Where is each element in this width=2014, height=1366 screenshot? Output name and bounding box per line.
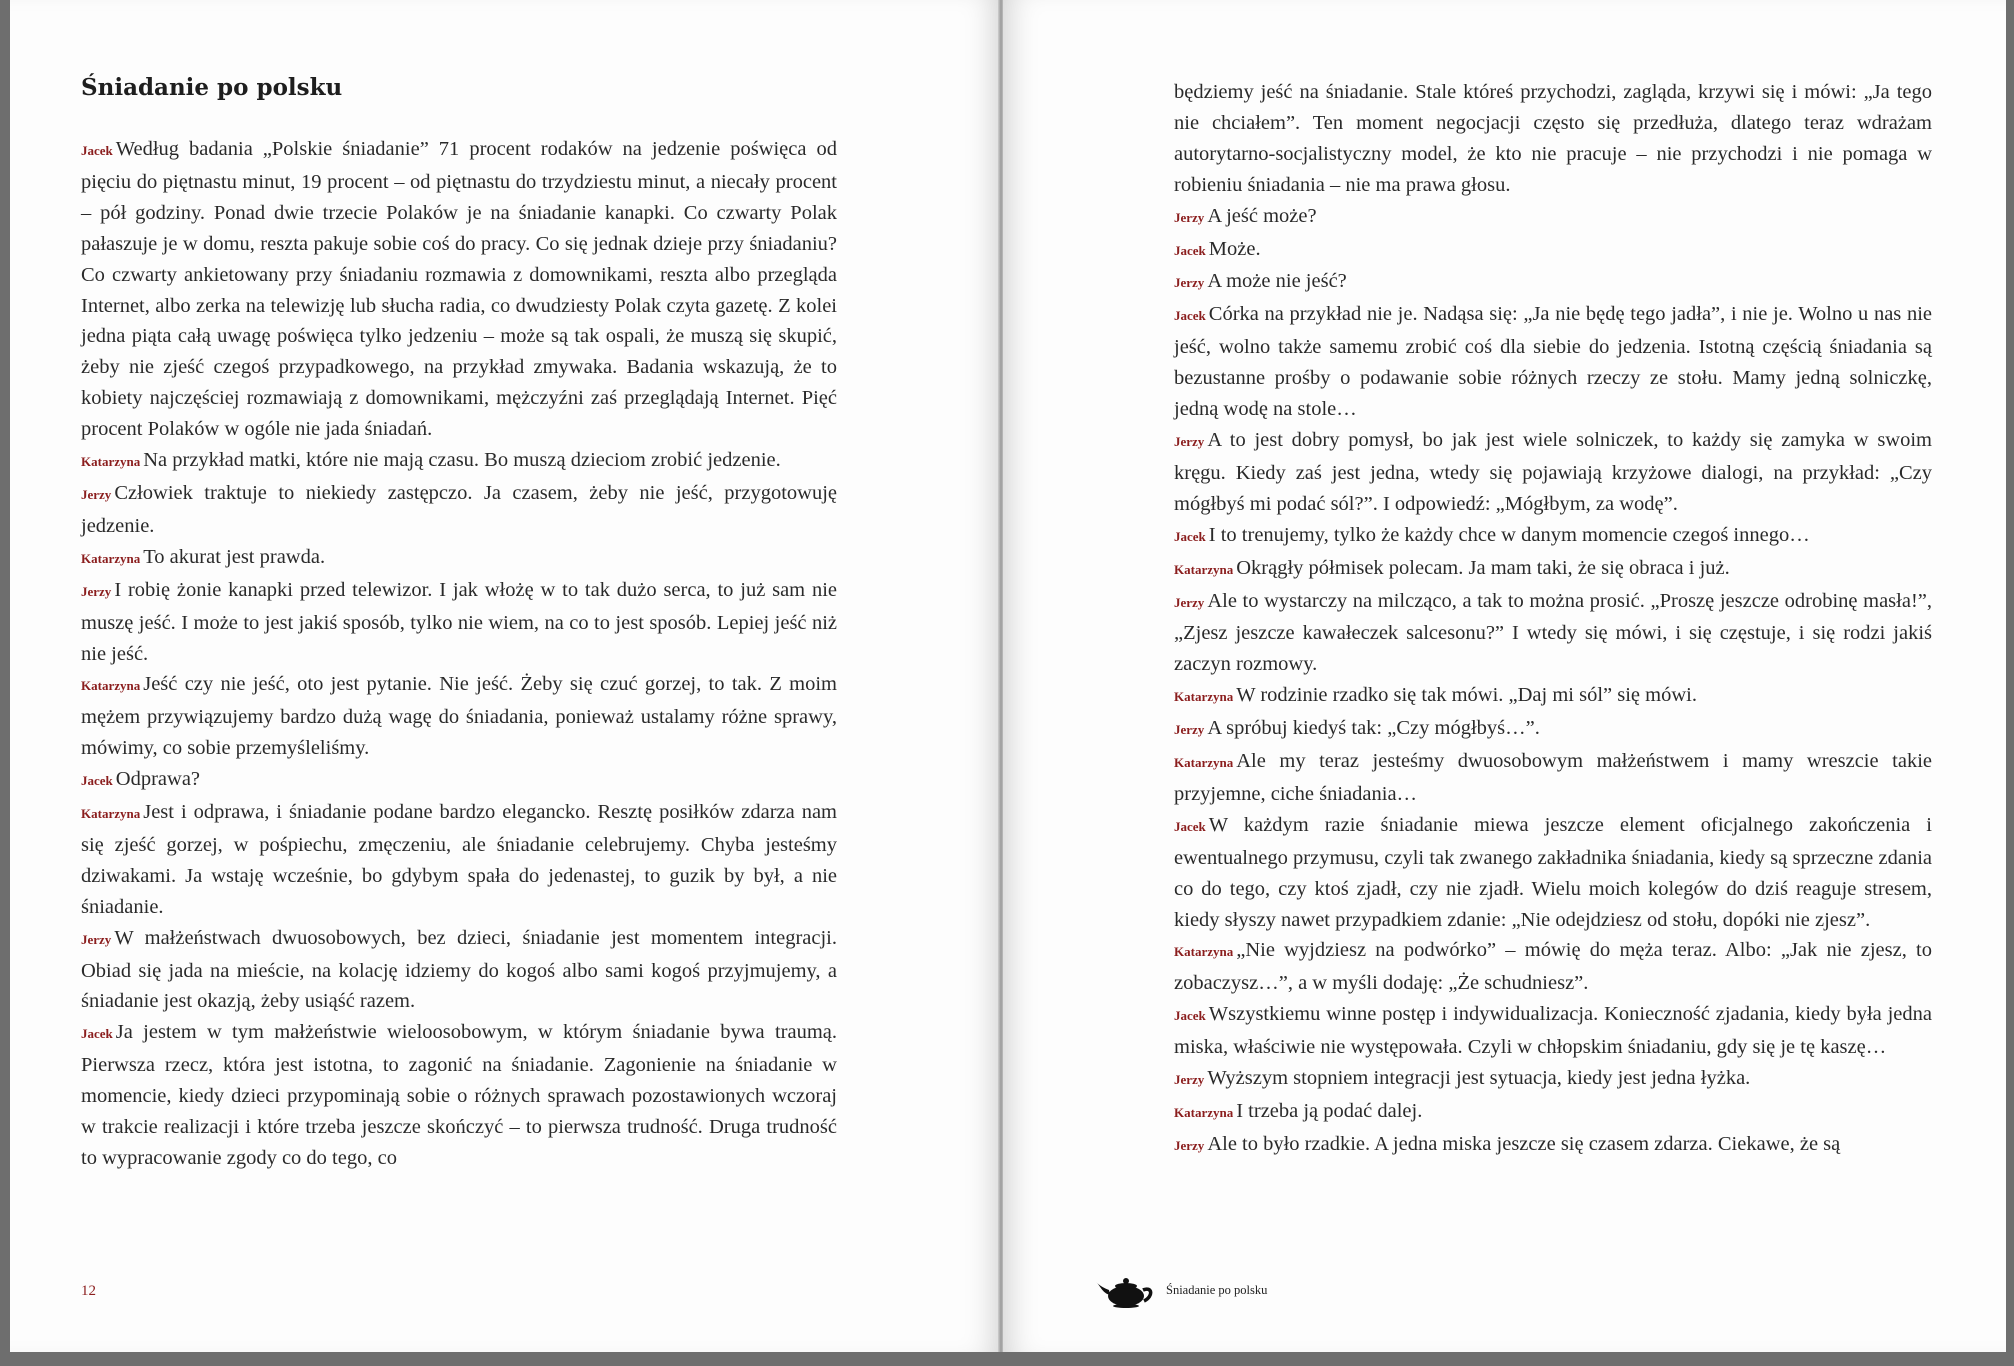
speaker-label: Jerzy xyxy=(1174,722,1205,738)
left-page xyxy=(10,0,1000,1352)
paragraph-text: Na przykład matki, które nie mają czasu. Bo muszą dzieciom zrobić jedzenie. xyxy=(143,449,781,472)
dialogue-paragraph xyxy=(81,542,837,575)
right-page xyxy=(1003,0,2006,1352)
dialogue-paragraph xyxy=(1174,680,1932,713)
paragraph-text: Człowiek traktuje to niekiedy zastępczo. Ja czasem, żeby nie jeść, przygotowuję jedzenie. xyxy=(81,481,837,537)
paragraph-text: Ale my teraz jesteśmy dwuosobowym małżeństwem i mamy wreszcie takie przyjemne, ciche śniadania… xyxy=(1174,750,1932,805)
speaker-label: Katarzyna xyxy=(1174,944,1234,960)
speaker-label: Katarzyna xyxy=(1174,755,1234,771)
footer-title: Śniadanie po polsku xyxy=(1166,1282,1268,1297)
speaker-label: Jacek xyxy=(1174,528,1206,544)
paragraph-text: To akurat jest prawda. xyxy=(143,545,326,568)
speaker-label: Jerzy xyxy=(1174,209,1205,225)
paragraph-text: W każdym razie śniadanie miewa jeszcze element oficjalnego zakończenia i ewentualnego przymusu, czyli tak zwanego zakładnika śniadania, kiedy są sprzeczne zdania co do tego, czy ktoś zjadł, czy nie zjadł. Wielu moich kolegów do dziś reaguje stresem, kiedy słyszy nawet przypadkiem zdanie: „Nie odejdziesz od stołu, dopóki nie zjesz”. xyxy=(1174,813,1932,931)
speaker-label: Jacek xyxy=(1174,242,1206,258)
speaker-label: Katarzyna xyxy=(1174,561,1234,577)
paragraph-text: Jest i odprawa, i śniadanie podane bardzo elegancko. Resztę posiłków zdarza nam się zjeść gorzej, w pośpiechu, zmęczeniu, ale śniadanie celebrujemy. Chyba jesteśmy dziwakami. Ja wstaję wcześnie, bo gdybym spała do jedenastej, to guzik by był, a nie śniadanie. xyxy=(81,801,837,918)
paragraph-text: W małżeństwach dwuosobowych, bez dzieci, śniadanie jest momentem integracji. Obiad się jada na mieście, na kolację idziemy do kogoś albo sami kogoś przyjmujemy, a śniadanie jest okazją, żeby usiąść razem. xyxy=(81,926,837,1013)
speaker-label: Jerzy xyxy=(1174,1137,1205,1153)
paragraph-text: „Nie wyjdziesz na podwórko” – mówię do męża teraz. Albo: „Jak nie zjesz, to zobaczysz…”, a w myśli dodaję: „Że schudniesz”. xyxy=(1174,939,1932,995)
speaker-label: Jacek xyxy=(81,1026,113,1042)
speaker-label: Katarzyna xyxy=(81,550,141,566)
paragraph-text: A to jest dobry pomysł, bo jak jest wiele solniczek, to każdy się zamyka w swoim kręgu. Kiedy zaś jest jedna, wtedy się pojawiają krzyżowe dialogi, na przykład: „Czy mógłbyś mi podać sól?”. I odpowiedź: „Mógłbym, za wodę”. xyxy=(1174,428,1932,515)
dialogue-paragraph xyxy=(1174,77,1932,201)
speaker-label: Katarzyna xyxy=(1174,689,1234,705)
speaker-label: Jerzy xyxy=(81,486,112,502)
speaker-label: Jerzy xyxy=(1174,433,1205,449)
dialogue-paragraph xyxy=(1174,1096,1932,1129)
paragraph-text: Ale to było rzadkie. A jedna miska jeszcze się czasem zdarza. Ciekawe, że są xyxy=(1207,1132,1841,1155)
speaker-label: Jacek xyxy=(1174,818,1206,834)
speaker-label: Jerzy xyxy=(1174,1072,1205,1088)
paragraph-text: Jeść czy nie jeść, oto jest pytanie. Nie jeść. Żeby się czuć gorzej, to tak. Z moim mężem przywiązujemy bardzo dużą wagę do śniadania, ponieważ ustalamy różne sprawy, mówimy, co sobie przemyśleliśmy. xyxy=(81,673,837,760)
paragraph-text: I trzeba ją podać dalej. xyxy=(1236,1100,1423,1122)
dialogue-paragraph xyxy=(1174,299,1932,425)
dialogue-paragraph xyxy=(1174,935,1932,999)
paragraph-text: Odprawa? xyxy=(115,768,201,791)
dialogue-paragraph xyxy=(1174,586,1932,681)
paragraph-text: Córka na przykład nie je. Nadąsa się: „Ja nie będę tego jadła”, i nie je. Wolno u nas nie jeść, wolno także samemu zrobić coś dla siebie do jedzenia. Istotną częścią śniadania są bezustanne prośby o podawanie sobie różnych rzeczy ze stołu. Mamy jedną solniczkę, jedną wodę na stole… xyxy=(1174,303,1932,421)
dialogue-paragraph xyxy=(1174,520,1932,553)
dialogue-paragraph xyxy=(81,669,837,764)
paragraph-text: W rodzinie rzadko się tak mówi. „Daj mi sól” się mówi. xyxy=(1236,684,1697,707)
right-text-column xyxy=(1174,77,1932,1162)
teapot-icon xyxy=(1096,1268,1160,1312)
speaker-label: Jacek xyxy=(81,773,113,789)
paragraph-text: I robię żonie kanapki przed telewizor. I jak włożę w to tak dużo serca, to już sam nie muszę jeść. I może to jest jakiś sposób, tylko nie wiem, na co to jest sposób. Lepiej jeść niż nie jeść. xyxy=(81,578,837,665)
dialogue-paragraph xyxy=(1174,201,1932,234)
speaker-label: Jacek xyxy=(1174,308,1206,324)
paragraph-text: I to trenujemy, tylko że każdy chce w danym momencie czegoś innego… xyxy=(1208,523,1810,546)
speaker-label: Katarzyna xyxy=(81,678,141,694)
speaker-label: Jerzy xyxy=(81,931,112,947)
dialogue-paragraph xyxy=(81,797,837,923)
dialogue-paragraph xyxy=(81,1017,837,1174)
speaker-label: Jerzy xyxy=(1174,594,1205,610)
dialogue-paragraph xyxy=(1174,553,1932,586)
dialogue-paragraph xyxy=(81,923,837,1018)
chapter-title: Śniadanie po polsku xyxy=(81,74,343,101)
dialogue-paragraph xyxy=(81,478,837,542)
paragraph-text: będziemy jeść na śniadanie. Stale któreś przychodzi, zagląda, krzywi się i mówi: „Ja tego nie chciałem”. Ten moment negocjacji często się przedłuża, dlatego teraz wdrażam autorytarno-socjalistyczny model, że kto nie pracuje – nie przychodzi i nie pomaga w robieniu śniadania – nie ma prawa głosu. xyxy=(1174,81,1932,196)
speaker-label: Jacek xyxy=(81,143,113,158)
paragraph-text: Okrągły półmisek polecam. Ja mam taki, że się obraca i już. xyxy=(1236,556,1730,579)
dialogue-paragraph xyxy=(1174,1063,1932,1096)
running-footer xyxy=(1096,1268,1267,1312)
dialogue-paragraph xyxy=(1174,266,1932,299)
speaker-label: Katarzyna xyxy=(81,454,141,470)
paragraph-text: A może nie jeść? xyxy=(1207,270,1347,293)
paragraph-text: Wyższym stopniem integracji jest sytuacja, kiedy jest jedna łyżka. xyxy=(1207,1067,1751,1090)
dialogue-paragraph xyxy=(1174,425,1932,520)
speaker-label: Jacek xyxy=(1174,1008,1206,1024)
speaker-label: Jerzy xyxy=(81,583,112,599)
dialogue-paragraph xyxy=(1174,1129,1932,1162)
paragraph-text: Ale to wystarczy na milcząco, a tak to można prosić. „Proszę jeszcze odrobinę masła!”, „Zjesz jeszcze kawałeczek salcesonu?” I wtedy się mówi, i się częstuje, i się rodzi jakiś zaczyn rozmowy. xyxy=(1174,589,1932,676)
paragraph-text: Wszystkiemu winne postęp i indywidualizacja. Konieczność zjadania, kiedy była jedna miska, właściwie nie występowała. Czyli w chłopskim śniadaniu, gdy się je tę kaszę… xyxy=(1174,1003,1932,1059)
dialogue-paragraph xyxy=(81,134,837,445)
paragraph-text: Według badania „Polskie śniadanie” 71 procent rodaków na jedzenie poświęca od pięciu do piętnastu minut, 19 procent – od piętnastu do trzydziestu minut, a niecały procent – pół godziny. Ponad dwie trzecie Polaków je na śniadanie kanapki. Co czwarty Polak pałaszuje je w domu, reszta pakuje sobie coś do pracy. Co się jednak dzieje przy śniadaniu? Co czwarty ankietowany przy śniadaniu rozmawia z domownikami, reszta albo przegląda Internet, albo zerka na telewizję lub słucha radia, co dwudziesty Polak czyta gazetę. Z kolei jedna piąta całą uwagę poświęca tylko jedzeniu – może są tak ospali, że muszą się skupić, żeby nie zjeść czegoś przypadkowego, na przykład zmywaka. Badania wskazują, że to kobiety najczęściej rozmawiają z domownikami, mężczyźni zaś przeglądają Internet. Pięć procent Polaków w ogóle nie jada śniadań. xyxy=(81,138,837,441)
dialogue-paragraph xyxy=(81,445,837,478)
dialogue-paragraph xyxy=(1174,234,1932,267)
page-number: 12 xyxy=(81,1283,96,1299)
paragraph-text: A jeść może? xyxy=(1207,204,1317,227)
dialogue-paragraph xyxy=(1174,713,1932,746)
speaker-label: Katarzyna xyxy=(1174,1105,1234,1120)
dialogue-paragraph xyxy=(1174,999,1932,1063)
dialogue-paragraph xyxy=(1174,810,1932,936)
speaker-label: Katarzyna xyxy=(81,806,141,822)
dialogue-paragraph xyxy=(81,764,837,797)
speaker-label: Jerzy xyxy=(1174,275,1205,291)
left-text-column xyxy=(81,134,837,1174)
dialogue-paragraph xyxy=(1174,746,1932,810)
paragraph-text: Ja jestem w tym małżeństwie wieloosobowym, w którym śniadanie bywa traumą. Pierwsza rzecz, która jest istotna, to zagonić na śniadanie. Zagonienie na śniadanie w momencie, kiedy dzieci przypominają sobie o różnych sprawach pozostawionych wczoraj w trakcie realizacji i które trzeba jeszcze skończyć – to pierwsza trudność. Druga trudność to wypracowanie zgody co do tego, co xyxy=(81,1021,837,1169)
paragraph-text: Może. xyxy=(1208,237,1261,260)
dialogue-paragraph xyxy=(81,575,837,670)
paragraph-text: A spróbuj kiedyś tak: „Czy mógłbyś…”. xyxy=(1207,717,1540,740)
